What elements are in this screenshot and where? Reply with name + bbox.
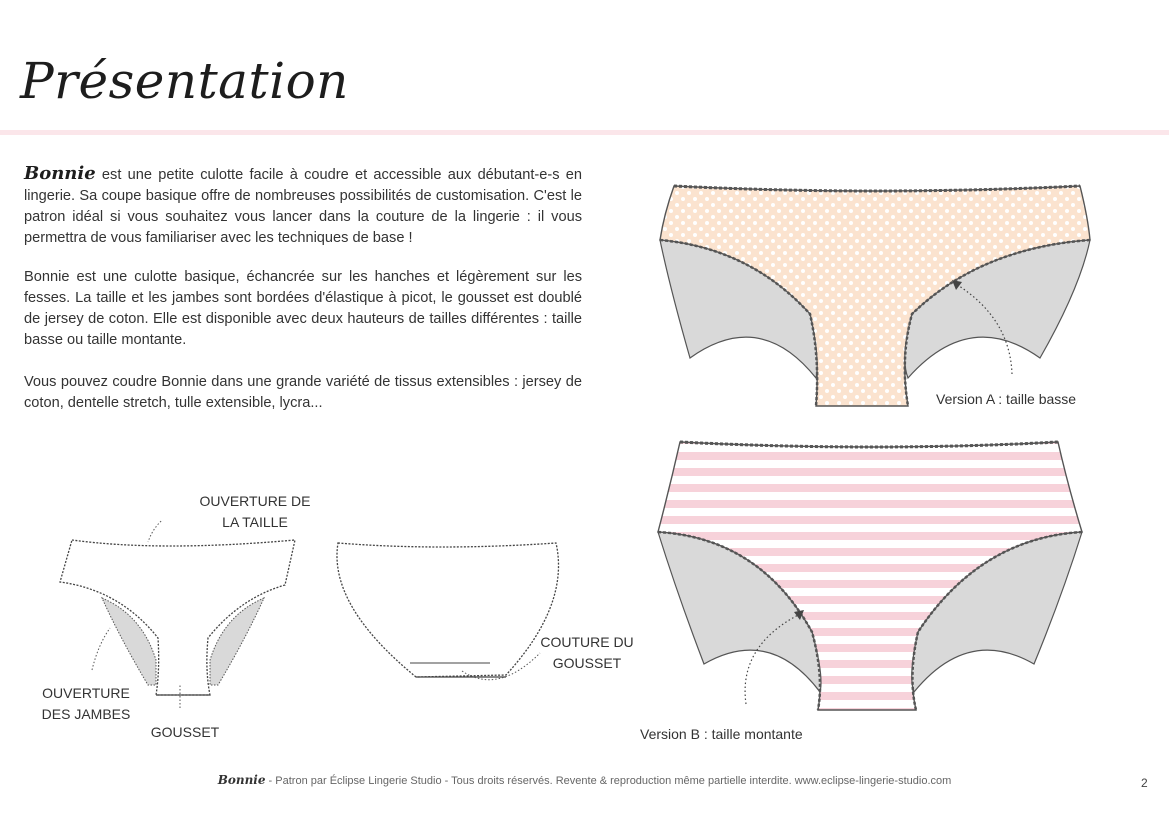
label-waist-opening — [192, 491, 318, 533]
label-waist-line-2: LA TAILLE — [222, 514, 288, 530]
technical-drawing-front — [50, 520, 310, 710]
label-waist-line-1: OUVERTURE DE — [199, 493, 311, 509]
footer-text: - Patron par Éclipse Lingerie Studio - Tous droits réservés. Revente & reproduction même partielle interdite. www.eclipse-lingerie-studio.com — [265, 775, 952, 787]
page-number: 2 — [1141, 776, 1148, 790]
version-b-illustration — [650, 436, 1100, 716]
version-a-caption: Version A : taille basse — [936, 391, 1077, 407]
footer-brand: Bonnie — [217, 773, 266, 787]
page-title: Présentation — [20, 52, 349, 110]
intro-paragraph-1-text: est une petite culotte facile à coudre et accessible aux débutant-e-s en lingerie. Sa coupe basique offre de nombreuses possibilités de customisation. C'est le patron idéal si vous souhaitez vous lancer dans la couture de la lingerie : il vous permettra de vous familiariser avec les techniques de base ! — [24, 167, 582, 246]
label-seam-line-2: GOUSSET — [552, 655, 622, 671]
brand-name-inline: Bonnie — [24, 163, 96, 184]
label-leg-openings — [36, 683, 136, 725]
intro-paragraph-1 — [24, 163, 582, 249]
label-gusset-seam — [534, 632, 640, 674]
page-footer — [0, 773, 1169, 787]
label-legs-line-1: OUVERTURE — [42, 685, 130, 701]
title-divider — [0, 130, 1169, 135]
label-legs-line-2: DES JAMBES — [41, 706, 131, 722]
label-seam-line-1: COUTURE DU — [540, 634, 634, 650]
label-gusset: GOUSSET — [150, 724, 220, 740]
intro-paragraph-3: Vous pouvez coudre Bonnie dans une grande variété de tissus extensibles : jersey de coton, dentelle stretch, tulle extensible, lycra... — [24, 374, 582, 411]
technical-drawing-back — [318, 535, 568, 695]
version-a-illustration — [650, 178, 1100, 418]
version-b-caption: Version B : taille montante — [640, 726, 803, 742]
intro-paragraph-2: Bonnie est une culotte basique, échancrée sur les hanches et légèrement sur les fesses. La taille et les jambes sont bordées d'élastique à picot, le gousset est doublé de jersey de coton. Elle est disponible avec deux hauteurs de tailles différentes : taille basse ou taille montante. — [24, 269, 582, 348]
